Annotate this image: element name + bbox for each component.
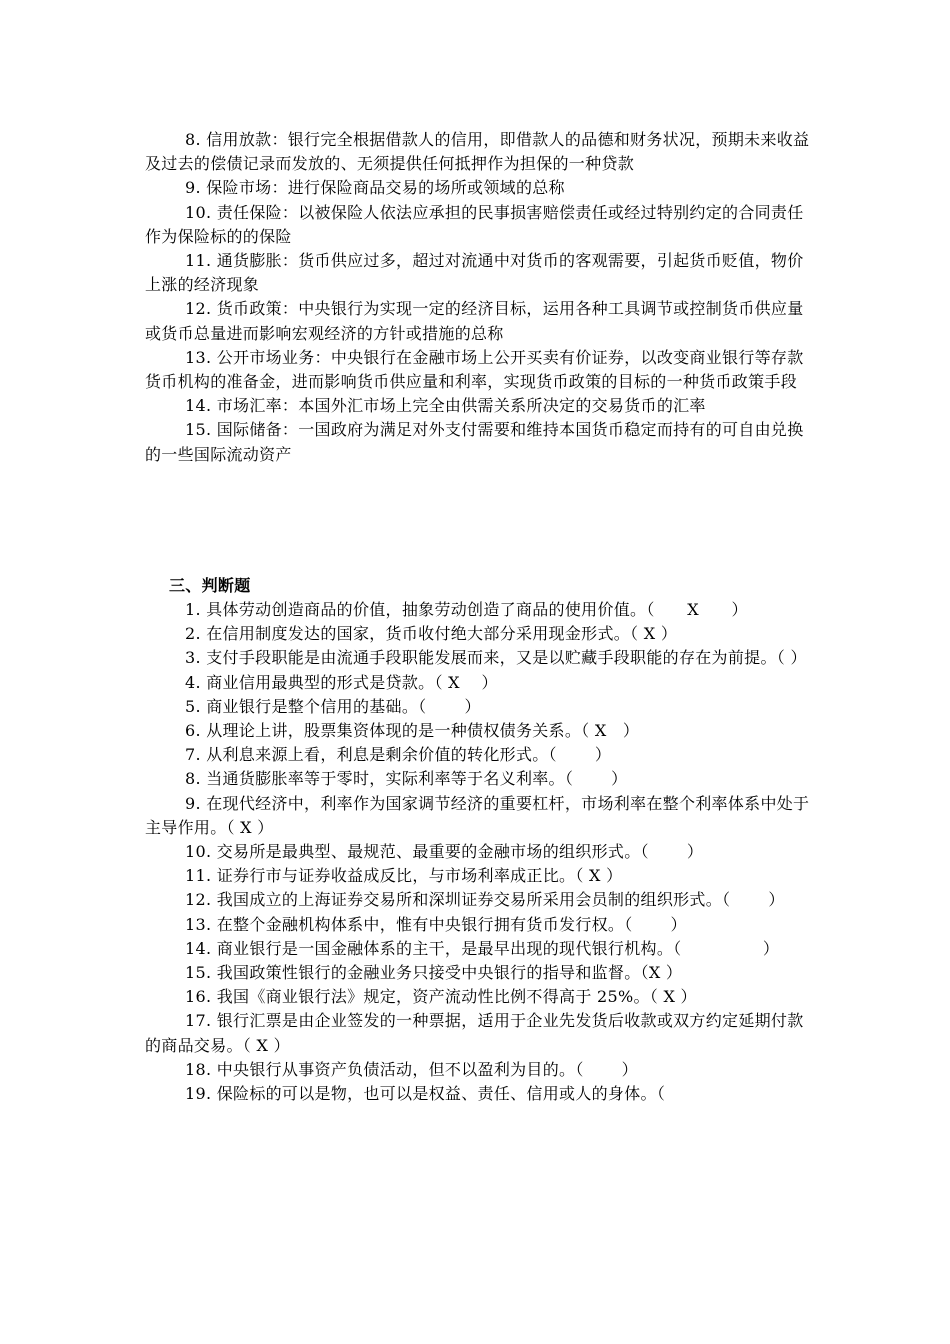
question-item: 1. 具体劳动创造商品的价值，抽象劳动创造了商品的使用价值。（ X ） [185, 600, 748, 619]
definition-item: 15. 国际储备：一国政府为满足对外支付需要和维持本国货币稳定而持有的可自由兑换的一些国际流动资产 [145, 420, 804, 464]
definitions-list [145, 128, 813, 467]
question-item: 7. 从利息来源上看，利息是剩余价值的转化形式。（ ） [185, 745, 612, 765]
definition-item: 14. 市场汇率：本国外汇市场上完全由供需关系所决定的交易货币的汇率 [185, 396, 706, 416]
definition-item: 11. 通货膨胀：货币供应过多，超过对流通中对货币的客观需要，引起货币贬值，物价上涨的经济现象 [145, 251, 804, 295]
section-title: 三、判断题 [169, 576, 251, 595]
question-item: 17. 银行汇票是由企业签发的一种票据，适用于企业先发货后收款或双方约定延期付款的商品交易。（ X ） [145, 1011, 804, 1055]
question-item: 12. 我国成立的上海证券交易所和深圳证券交易所采用会员制的组织形式。（ ） [185, 890, 785, 910]
question-item: 14. 商业银行是一国金融体系的主干，是最早出现的现代银行机构。（ ） [185, 938, 780, 958]
definition-item: 10. 责任保险：以被保险人依法应承担的民事损害赔偿责任或经过特别约定的合同责任作为保险标的的保险 [145, 202, 804, 246]
question-item: 8. 当通货膨胀率等于零时，实际利率等于名义利率。（ ） [185, 769, 628, 789]
judgment-section [145, 574, 813, 1106]
question-item: 15. 我国政策性银行的金融业务只接受中央银行的指导和监督。（X ） [185, 963, 683, 983]
definition-item: 13. 公开市场业务：中央银行在金融市场上公开买卖有价证券，以改变商业银行等存款货币机构的准备金，进而影响货币供应量和利率，实现货币政策的目标的一种货币政策手段 [145, 347, 804, 392]
question-item: 18. 中央银行从事资产负债活动，但不以盈利为目的。（ ） [185, 1059, 638, 1079]
question-item: 9. 在现代经济中，利率作为国家调节经济的重要杠杆，市场利率在整个利率体系中处于主导作用。（ X ） [145, 793, 810, 837]
question-item: 6. 从理论上讲，股票集资体现的是一种债权债务关系。（ X ） [185, 721, 640, 741]
question-item: 3. 支付手段职能是由流通手段职能发展而来，又是以贮藏手段职能的存在为前提。（ ） [185, 648, 807, 668]
question-item: 5. 商业银行是整个信用的基础。（ ） [185, 696, 481, 716]
question-item: 10. 交易所是最典型、最规范、最重要的金融市场的组织形式。（ ） [185, 842, 704, 862]
question-item: 13. 在整个金融机构体系中，惟有中央银行拥有货币发行权。（ ） [185, 914, 687, 934]
question-item: 16. 我国《商业银行法》规定，资产流动性比例不得高于 25%。（ X ） [185, 987, 697, 1007]
definition-item: 12. 货币政策：中央银行为实现一定的经济目标，运用各种工具调节或控制货币供应量或货币总量进而影响宏观经济的方针或措施的总称 [145, 299, 804, 343]
definition-item: 9. 保险市场：进行保险商品交易的场所或领域的总称 [185, 178, 565, 198]
definition-item: 8. 信用放款：银行完全根据借款人的信用，即借款人的品德和财务状况，预期未来收益及过去的偿债记录而发放的、无须提供任何抵押作为担保的一种贷款 [145, 130, 810, 174]
question-item: 11. 证券行市与证券收益成反比，与市场利率成正比。（ X ） [185, 866, 623, 886]
question-item: 4. 商业信用最典型的形式是贷款。（ X ） [185, 672, 498, 692]
question-item: 19. 保险标的可以是物，也可以是权益、责任、信用或人的身体。（ [185, 1084, 666, 1104]
question-item: 2. 在信用制度发达的国家，货币收付绝大部分采用现金形式。（ X ） [185, 624, 678, 644]
